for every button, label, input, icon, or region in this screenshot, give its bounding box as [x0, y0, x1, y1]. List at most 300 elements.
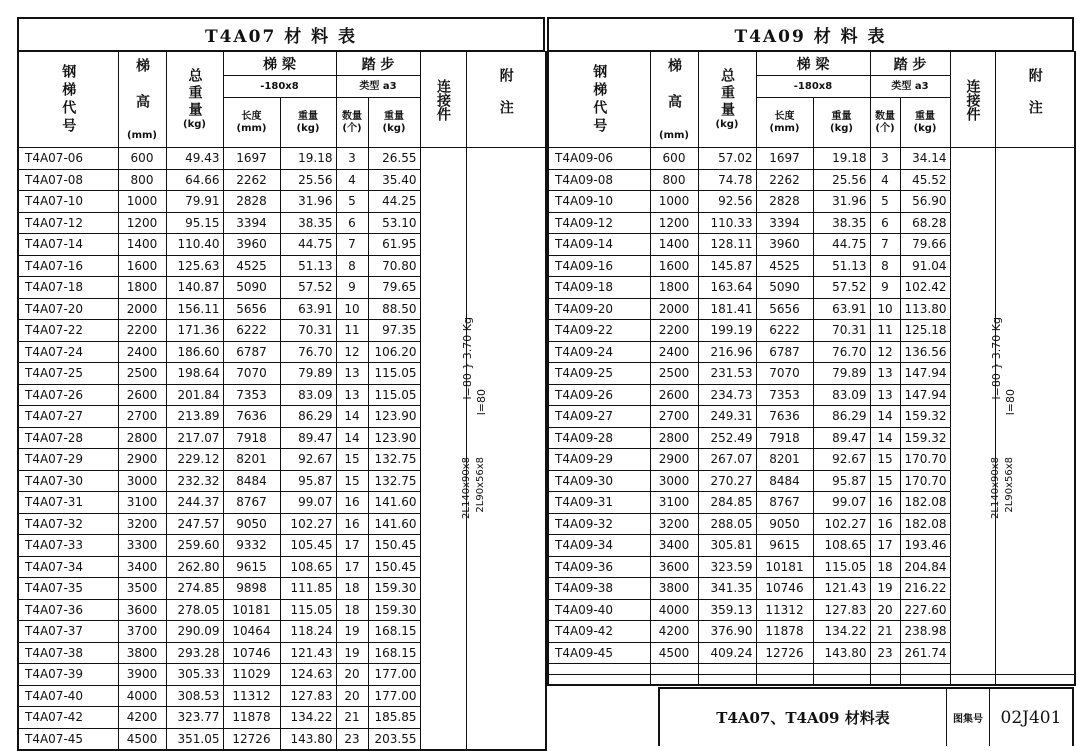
table-cell: 4 — [870, 169, 900, 191]
table-cell: 3 — [870, 148, 900, 170]
table-cell: 232.32 — [166, 470, 223, 492]
table-cell: 99.07 — [280, 492, 336, 514]
table-cell: 83.09 — [813, 384, 870, 406]
table-cell: T4A07-26 — [18, 384, 118, 406]
table-cell: 231.53 — [698, 363, 756, 385]
table-cell: 1000 — [118, 191, 166, 213]
table-cell: 216.22 — [900, 578, 950, 600]
table-cell: 12 — [336, 341, 368, 363]
step-qty-header: 数量 (个) — [870, 98, 900, 148]
table-cell: 7918 — [756, 427, 813, 449]
table-cell: 74.78 — [698, 169, 756, 191]
beam-weight-header: 重量 (kg) — [280, 98, 336, 148]
table-cell: T4A07-40 — [18, 685, 118, 707]
conn-note-angle: l=80 } 3.70 Kg — [461, 317, 474, 400]
beam-weight-header: 重量 (kg) — [813, 98, 870, 148]
table-cell: T4A07-12 — [18, 212, 118, 234]
frame-divider — [547, 674, 1074, 675]
table-cell: 11 — [336, 320, 368, 342]
table-cell: T4A07-08 — [18, 169, 118, 191]
table-cell: 14 — [336, 427, 368, 449]
col-code-header: 钢梯代号 — [548, 52, 650, 148]
table-cell: 61.95 — [368, 234, 420, 256]
table-cell: 1697 — [756, 148, 813, 170]
table-cell: T4A07-14 — [18, 234, 118, 256]
table-cell: 12726 — [756, 642, 813, 664]
table-cell: 6787 — [756, 341, 813, 363]
table-cell: 31.96 — [813, 191, 870, 213]
table-cell: 216.96 — [698, 341, 756, 363]
table-cell: T4A07-35 — [18, 578, 118, 600]
table-cell: T4A07-27 — [18, 406, 118, 428]
conn-note-angle-b: l=80 — [475, 389, 488, 416]
table-cell: 7070 — [756, 363, 813, 385]
table-cell: 4500 — [650, 642, 698, 664]
col-total-header: 总重量 (kg) — [166, 52, 223, 148]
table-cell: 159.30 — [368, 578, 420, 600]
table-panel-t4a09 — [547, 17, 1074, 686]
table-cell: 2828 — [756, 191, 813, 213]
table-cell: 159.30 — [368, 599, 420, 621]
table-cell: 217.07 — [166, 427, 223, 449]
table-cell: T4A07-37 — [18, 621, 118, 643]
table-cell: 102.27 — [280, 513, 336, 535]
table-cell: 51.13 — [280, 255, 336, 277]
table-cell: 8201 — [756, 449, 813, 471]
table-cell: 63.91 — [813, 298, 870, 320]
table-cell: 9898 — [223, 578, 280, 600]
table-cell: T4A09-18 — [548, 277, 650, 299]
table-cell: 177.00 — [368, 664, 420, 686]
conn-note-angle-b: l=80 — [1004, 389, 1017, 416]
table-cell: 70.31 — [813, 320, 870, 342]
drawing-title: T4A07、T4A09 材料表 — [660, 689, 947, 746]
table-cell: 115.05 — [368, 384, 420, 406]
table-cell: T4A07-39 — [18, 664, 118, 686]
table-cell: T4A07-18 — [18, 277, 118, 299]
table-cell: 2828 — [223, 191, 280, 213]
table-cell: T4A09-22 — [548, 320, 650, 342]
table-cell: 3000 — [650, 470, 698, 492]
table-cell: 234.73 — [698, 384, 756, 406]
table-cell: 10181 — [756, 556, 813, 578]
table-cell: 8 — [870, 255, 900, 277]
table-cell: 5 — [870, 191, 900, 213]
table-cell: 13 — [336, 363, 368, 385]
table-cell: 6222 — [756, 320, 813, 342]
table-cell: 7 — [336, 234, 368, 256]
table-cell: T4A09-16 — [548, 255, 650, 277]
table-cell: 108.65 — [280, 556, 336, 578]
table-cell: 15 — [870, 470, 900, 492]
table-cell: 57.02 — [698, 148, 756, 170]
table-cell: 10 — [336, 298, 368, 320]
table-cell: 7636 — [756, 406, 813, 428]
table-cell: 2200 — [650, 320, 698, 342]
table-cell: 16 — [870, 513, 900, 535]
table-cell: 293.28 — [166, 642, 223, 664]
table-cell: T4A07-10 — [18, 191, 118, 213]
table-cell: 3300 — [118, 535, 166, 557]
table-cell: 31.96 — [280, 191, 336, 213]
table-cell: 8484 — [223, 470, 280, 492]
col-height-header: 梯高 (mm) — [118, 52, 166, 148]
table-cell: 25.56 — [280, 169, 336, 191]
table-cell: 76.70 — [280, 341, 336, 363]
table-cell: 110.40 — [166, 234, 223, 256]
table-cell: T4A09-30 — [548, 470, 650, 492]
step-type: 类型 a3 — [336, 76, 420, 98]
table-cell: 244.37 — [166, 492, 223, 514]
table-cell: 9 — [336, 277, 368, 299]
table-cell: 3 — [336, 148, 368, 170]
table-cell: 600 — [650, 148, 698, 170]
table-cell: 170.70 — [900, 470, 950, 492]
table-cell: 6 — [336, 212, 368, 234]
table-cell: 123.90 — [368, 406, 420, 428]
table-cell: 115.05 — [813, 556, 870, 578]
table-cell: 308.53 — [166, 685, 223, 707]
table-cell: 18 — [870, 556, 900, 578]
table-cell: 64.66 — [166, 169, 223, 191]
table-cell: 143.80 — [280, 728, 336, 750]
table-cell: 70.31 — [280, 320, 336, 342]
table-cell: 2700 — [650, 406, 698, 428]
table-cell: 140.87 — [166, 277, 223, 299]
table-cell: 2600 — [650, 384, 698, 406]
table-cell: 3400 — [650, 535, 698, 557]
drawing-title-block — [658, 687, 1074, 746]
table-cell: 186.60 — [166, 341, 223, 363]
table-cell: 89.47 — [280, 427, 336, 449]
atlas-number: 02J401 — [1000, 707, 1062, 728]
table-cell: 4525 — [223, 255, 280, 277]
table-cell: 143.80 — [813, 642, 870, 664]
table-cell: 11312 — [756, 599, 813, 621]
table-cell: 2400 — [118, 341, 166, 363]
table-cell: T4A07-34 — [18, 556, 118, 578]
table-cell: 68.28 — [900, 212, 950, 234]
table-cell: 17 — [870, 535, 900, 557]
table-cell: 18 — [336, 599, 368, 621]
table-cell: 145.87 — [698, 255, 756, 277]
table-cell: 20 — [336, 664, 368, 686]
table-cell: 3000 — [118, 470, 166, 492]
table-cell: 23 — [336, 728, 368, 750]
table-cell: 800 — [650, 169, 698, 191]
table-cell: 261.74 — [900, 642, 950, 664]
table-cell: 115.05 — [280, 599, 336, 621]
table-cell: 14 — [336, 406, 368, 428]
table-cell: T4A09-20 — [548, 298, 650, 320]
table-cell: 95.87 — [280, 470, 336, 492]
step-weight-header: 重量 (kg) — [368, 98, 420, 148]
table-cell: 9615 — [756, 535, 813, 557]
table-cell: 156.11 — [166, 298, 223, 320]
col-conn-header: 连接件 — [950, 52, 995, 148]
table-cell: T4A09-28 — [548, 427, 650, 449]
table-cell: 229.12 — [166, 449, 223, 471]
table-cell: 7636 — [223, 406, 280, 428]
table-cell: 108.65 — [813, 535, 870, 557]
table-cell: T4A07-32 — [18, 513, 118, 535]
table-cell: 44.25 — [368, 191, 420, 213]
table-cell: 8767 — [756, 492, 813, 514]
table-cell: 14 — [870, 427, 900, 449]
conn-note-profile: 2L140x90x8 — [990, 457, 1001, 519]
table-cell: 19.18 — [813, 148, 870, 170]
step-type: 类型 a3 — [870, 76, 950, 98]
table-cell: 89.47 — [813, 427, 870, 449]
col-total-header: 总重量 (kg) — [698, 52, 756, 148]
table-cell: 17 — [336, 556, 368, 578]
table-cell: 25.56 — [813, 169, 870, 191]
table-cell: T4A07-29 — [18, 449, 118, 471]
table-cell: 134.22 — [280, 707, 336, 729]
table-cell: 288.05 — [698, 513, 756, 535]
table-cell: 44.75 — [280, 234, 336, 256]
table-cell: 99.07 — [813, 492, 870, 514]
table-cell: 5090 — [756, 277, 813, 299]
table-cell: 88.50 — [368, 298, 420, 320]
table-cell: 3394 — [756, 212, 813, 234]
table-cell: 4 — [336, 169, 368, 191]
table-cell: 127.83 — [280, 685, 336, 707]
table-cell: 5090 — [223, 277, 280, 299]
table-cell: 34.14 — [900, 148, 950, 170]
col-height-header: 梯高 (mm) — [650, 52, 698, 148]
table-cell: 4200 — [118, 707, 166, 729]
table-cell: 4000 — [118, 685, 166, 707]
table-cell: 15 — [336, 449, 368, 471]
table-cell: 4525 — [756, 255, 813, 277]
table-cell: 134.22 — [813, 621, 870, 643]
table-cell: T4A09-10 — [548, 191, 650, 213]
table-cell: 150.45 — [368, 535, 420, 557]
table-cell: 79.65 — [368, 277, 420, 299]
table-cell: 1600 — [650, 255, 698, 277]
table-cell: 4000 — [650, 599, 698, 621]
table-cell: 6787 — [223, 341, 280, 363]
table-cell: T4A09-12 — [548, 212, 650, 234]
table-cell: 95.87 — [813, 470, 870, 492]
table-cell: 7918 — [223, 427, 280, 449]
table-cell: 15 — [870, 449, 900, 471]
table-cell: T4A07-06 — [18, 148, 118, 170]
col-code-header: 钢梯代号 — [18, 52, 118, 148]
table-cell: 204.84 — [900, 556, 950, 578]
table-cell: T4A09-34 — [548, 535, 650, 557]
table-cell: T4A07-45 — [18, 728, 118, 750]
conn-note-profile: 2L140x90x8 — [461, 457, 472, 519]
table-cell: 2900 — [650, 449, 698, 471]
table-cell: 19 — [336, 621, 368, 643]
table-cell: 26.55 — [368, 148, 420, 170]
table-cell: 2000 — [118, 298, 166, 320]
table-cell: 8 — [336, 255, 368, 277]
table-cell: 110.33 — [698, 212, 756, 234]
table-cell: 13 — [870, 384, 900, 406]
table-cell: 323.77 — [166, 707, 223, 729]
table-cell: 274.85 — [166, 578, 223, 600]
table-title: T4A09 材 料 表 — [547, 17, 1074, 51]
table-cell: 2800 — [118, 427, 166, 449]
table-cell: 9332 — [223, 535, 280, 557]
table-cell: 17 — [336, 535, 368, 557]
table-cell: 56.90 — [900, 191, 950, 213]
table-cell: 127.83 — [813, 599, 870, 621]
table-cell: 92.56 — [698, 191, 756, 213]
table-cell: 201.84 — [166, 384, 223, 406]
table-cell: 125.63 — [166, 255, 223, 277]
table-cell: 198.64 — [166, 363, 223, 385]
table-cell: 3200 — [118, 513, 166, 535]
table-cell: 6 — [870, 212, 900, 234]
table-cell: 14 — [870, 406, 900, 428]
table-cell: 351.05 — [166, 728, 223, 750]
table-cell: 359.13 — [698, 599, 756, 621]
table-cell: 123.90 — [368, 427, 420, 449]
conn-note-profile-b: 2L90x56x8 — [1004, 457, 1015, 513]
table-cell: 18 — [336, 578, 368, 600]
table-cell: 45.52 — [900, 169, 950, 191]
table-cell: 376.90 — [698, 621, 756, 643]
beam-header: 梯 梁 — [756, 52, 870, 76]
beam-spec: -180x8 — [223, 76, 336, 98]
table-cell: 79.89 — [280, 363, 336, 385]
beam-length-header: 长度 (mm) — [223, 98, 280, 148]
table-cell: 23 — [870, 642, 900, 664]
table-cell: 11 — [870, 320, 900, 342]
table-cell: 4500 — [118, 728, 166, 750]
table-cell: 3100 — [118, 492, 166, 514]
conn-note-angle: l=80 } 3.70 Kg — [990, 317, 1003, 400]
table-cell: 170.70 — [900, 449, 950, 471]
table-cell: 278.05 — [166, 599, 223, 621]
table-cell: 168.15 — [368, 621, 420, 643]
table-cell: 53.10 — [368, 212, 420, 234]
table-cell: 5656 — [756, 298, 813, 320]
table-cell: T4A07-25 — [18, 363, 118, 385]
table-cell: T4A07-31 — [18, 492, 118, 514]
table-cell: 38.35 — [280, 212, 336, 234]
step-qty-header: 数量 (个) — [336, 98, 368, 148]
table-cell: 11029 — [223, 664, 280, 686]
table-cell: 1400 — [118, 234, 166, 256]
note-cell — [995, 148, 1075, 686]
beam-header: 梯 梁 — [223, 52, 336, 76]
table-cell: 128.11 — [698, 234, 756, 256]
table-cell: 2600 — [118, 384, 166, 406]
table-cell: 10 — [870, 298, 900, 320]
table-cell: 147.94 — [900, 384, 950, 406]
table-cell: 11878 — [756, 621, 813, 643]
table-cell: 111.85 — [280, 578, 336, 600]
table-cell: T4A09-08 — [548, 169, 650, 191]
conn-cell — [950, 148, 995, 686]
table-cell: 141.60 — [368, 513, 420, 535]
table-cell: 213.89 — [166, 406, 223, 428]
table-cell: 193.46 — [900, 535, 950, 557]
table-cell: T4A07-30 — [18, 470, 118, 492]
table-cell: 4200 — [650, 621, 698, 643]
table-cell: T4A09-26 — [548, 384, 650, 406]
table-cell: 12 — [870, 341, 900, 363]
table-cell: 83.09 — [280, 384, 336, 406]
note-cell — [466, 148, 546, 750]
table-cell: 125.18 — [900, 320, 950, 342]
table-cell: 259.60 — [166, 535, 223, 557]
col-conn-header: 连接件 — [420, 52, 466, 148]
table-cell: T4A09-36 — [548, 556, 650, 578]
step-header: 踏 步 — [870, 52, 950, 76]
table-cell: T4A07-22 — [18, 320, 118, 342]
table-cell: 38.35 — [813, 212, 870, 234]
table-cell: 11878 — [223, 707, 280, 729]
table-cell: 10746 — [756, 578, 813, 600]
table-cell: 20 — [870, 599, 900, 621]
table-cell: 121.43 — [280, 642, 336, 664]
table-cell: 2800 — [650, 427, 698, 449]
table-cell: 79.91 — [166, 191, 223, 213]
table-cell: 7353 — [756, 384, 813, 406]
table-cell: 3700 — [118, 621, 166, 643]
table-cell: 16 — [336, 492, 368, 514]
table-cell: 63.91 — [280, 298, 336, 320]
table-cell: 800 — [118, 169, 166, 191]
table-cell: 3960 — [756, 234, 813, 256]
table-cell: 124.63 — [280, 664, 336, 686]
table-cell: T4A09-40 — [548, 599, 650, 621]
table-cell: 1600 — [118, 255, 166, 277]
table-cell: 3800 — [118, 642, 166, 664]
table-cell: 409.24 — [698, 642, 756, 664]
table-cell: 15 — [336, 470, 368, 492]
table-cell: 171.36 — [166, 320, 223, 342]
table-cell: 6222 — [223, 320, 280, 342]
table-cell: 182.08 — [900, 492, 950, 514]
table-cell: 16 — [336, 513, 368, 535]
col-note-header: 附注 — [995, 52, 1075, 148]
table-cell: 249.31 — [698, 406, 756, 428]
step-weight-header: 重量 (kg) — [900, 98, 950, 148]
table-cell: 284.85 — [698, 492, 756, 514]
table-cell: 141.60 — [368, 492, 420, 514]
table-cell: T4A07-24 — [18, 341, 118, 363]
table-cell: 150.45 — [368, 556, 420, 578]
table-cell: 7353 — [223, 384, 280, 406]
table-cell: 3600 — [650, 556, 698, 578]
table-cell: 76.70 — [813, 341, 870, 363]
table-cell: 115.05 — [368, 363, 420, 385]
table-cell: 91.04 — [900, 255, 950, 277]
table-cell: 8201 — [223, 449, 280, 471]
table-cell: 2400 — [650, 341, 698, 363]
table-cell: 20 — [336, 685, 368, 707]
table-cell: 305.81 — [698, 535, 756, 557]
table-cell: 1000 — [650, 191, 698, 213]
table-cell: 252.49 — [698, 427, 756, 449]
table-cell: 57.52 — [280, 277, 336, 299]
table-cell: 9050 — [756, 513, 813, 535]
table-cell: 1400 — [650, 234, 698, 256]
table-cell: 5 — [336, 191, 368, 213]
table-cell: 86.29 — [813, 406, 870, 428]
table-cell: 79.89 — [813, 363, 870, 385]
table-cell: T4A09-29 — [548, 449, 650, 471]
beam-length-header: 长度 (mm) — [756, 98, 813, 148]
table-cell: 182.08 — [900, 513, 950, 535]
